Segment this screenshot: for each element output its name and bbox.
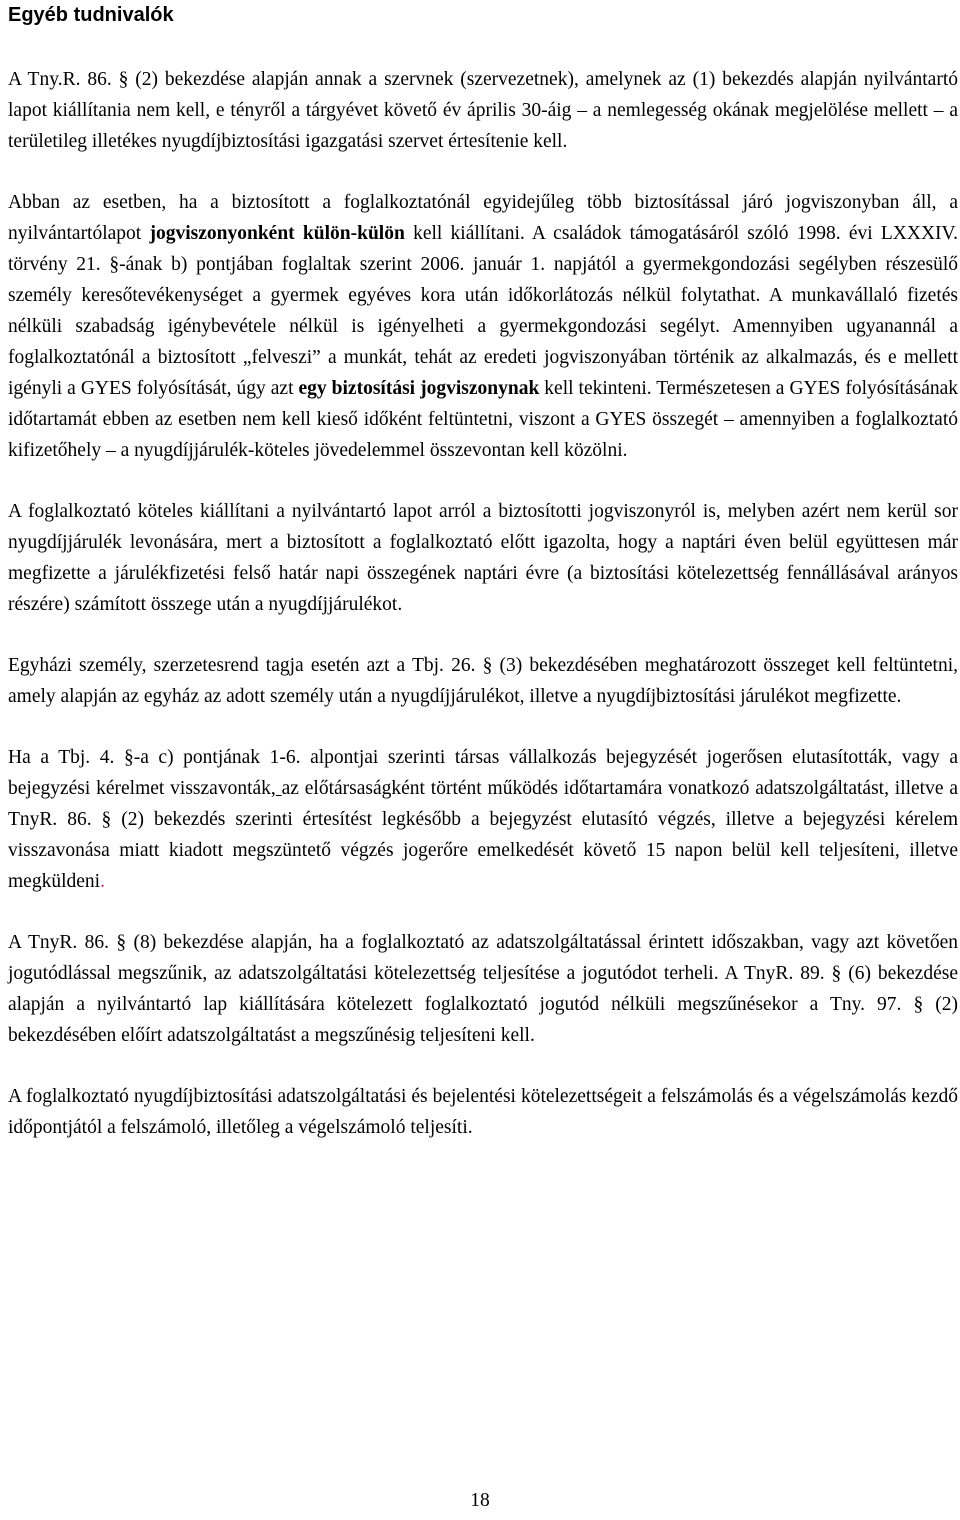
paragraph-company-registration: [8, 742, 958, 897]
section-heading: Egyéb tudnivalók: [8, 4, 174, 26]
paragraph-text: kell tekinteni. Természetesen a GYES folyósításának időtartamát ebben az esetben nem kell kieső időként feltüntetni, viszont a GYES összegét – amennyiben a foglalkoztató kifizetőhely – a nyugdíjjárulék-köteles jövedelemmel összevontan kell közölni.: [8, 378, 959, 461]
paragraph-legal-successor: A TnyR. 86. § (8) bekezdése alapján, ha a foglalkoztató az adatszolgáltatással érintett időszakban, vagy azt követően jogutódlással megszűnik, az adatszolgáltatási kötelezettség teljesítése a jogutódot terheli. A TnyR. 89. § (6) bekezdése alapján a nyilvántartó lap kiállítására kötelezett foglalkoztató jogutód nélküli megszűnésekor a Tny. 97. § (2) bekezdésében előírt adatszolgáltatást a megszűnésig teljesíteni kell.: [8, 932, 958, 1046]
paragraph-employer-obligation: A foglalkoztató köteles kiállítani a nyilvántartó lapot arról a biztosítotti jogviszonyról is, melyben azért nem kerül sor nyugdíjjárulék levonására, mert a biztosított a foglalkoztató előtt igazolta, hogy a naptári éven belül együttesen már megfizette a járulékfizetési felső határ napi összegének naptári évre (a biztosítási kötelezettség fennállásával arányos részére) számított összege után a nyugdíjjárulékot.: [8, 501, 958, 615]
document-page: [8, 0, 958, 1143]
paragraph-text: kell kiállítani. A családok támogatásáról szóló 1998. évi LXXXIV. törvény 21. §-ának b) pontjában foglaltak szerint 2006. január 1. napjától a gyermekgondozási segélyben részesülő személy keresőtevékenységet a gyermek egyéves kora után időkorlátozás nélkül folytathat. A munkavállaló fizetés nélküli szabadság igénybevétele nélkül is igényelheti a gyermekgondozási segélyt. Amennyiben ugyanannál a foglalkoztatónál a biztosított „felveszi” a munkát, tehát az eredeti jogviszonyában történik az alkalmazás, és e mellett igényli a GYES folyósítását, úgy azt: [8, 223, 958, 399]
paragraph-church-person: Egyházi személy, szerzetesrend tagja esetén azt a Tbj. 26. § (3) bekezdésében meghatározott összeget kell feltüntetni, amely alapján az egyház az adott személy után a nyugdíjjárulékot, illetve a nyugdíjbiztosítási járulékot megfizette.: [8, 655, 958, 707]
page-number: 18: [470, 1490, 490, 1511]
paragraph-liquidation: A foglalkoztató nyugdíjbiztosítási adatszolgáltatási és bejelentési kötelezettségeit a felszámolás és a végelszámolás kezdő időpontjától a felszámoló, illetőleg a végelszámoló teljesíti.: [8, 1086, 958, 1138]
paragraph-text: az előtársaságként történt működés időtartamára vonatkozó adatszolgáltatást, illetve a TnyR. 86. § (2) bekezdés szerinti értesítést legkésőbb a bejegyzést elutasító végzés, illetve a bejegyzési kérelem visszavonása miatt kiadott megszüntető végzés jogerőre emelkedését követő 15 napon belül kell teljesíteni, illetve megküldeni: [8, 778, 958, 892]
paragraph-text: Ha a Tbj. 4. §-a c) pontjának 1-6. alpontjai szerinti társas vállalkozás bejegyzését jogerősen elutasították, vagy a bejegyzési kérelmet visszavonták,: [8, 747, 958, 799]
bold-phrase: jogviszonyonként külön-külön: [149, 223, 405, 244]
colored-period: .: [100, 871, 105, 892]
paragraph-text: Abban az esetben, ha a biztosított a foglalkoztatónál egyidejűleg több biztosítással járó jogviszonyban áll, a nyilvántartólapot: [8, 192, 958, 244]
bold-phrase: egy biztosítási jogviszonynak: [298, 378, 540, 399]
paragraph-multiple-insurance: [8, 187, 958, 466]
paragraph-tnyr-86: A Tny.R. 86. § (2) bekezdése alapján annak a szervnek (szervezetnek), amelynek az (1) bekezdés alapján nyilvántartó lapot kiállítania nem kell, e tényről a tárgyévet követő év április 30-áig – a nemlegesség okának megjelölése mellett – a területileg illetékes nyugdíjbiztosítási igazgatási szervet értesítenie kell.: [8, 69, 958, 152]
